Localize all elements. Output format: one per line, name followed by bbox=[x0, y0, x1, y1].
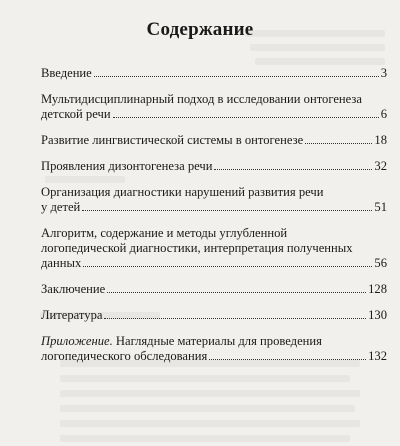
toc-entry-title-cont: логопедического обследования bbox=[41, 349, 208, 363]
dot-leader bbox=[113, 117, 379, 118]
toc-entry-diagnostics-organization[interactable] bbox=[41, 185, 387, 215]
toc-entry-conclusion[interactable] bbox=[41, 282, 387, 297]
toc-entry-title-cont: у детей bbox=[41, 200, 81, 214]
toc-entry-title: Проявления дизонтогенеза речи bbox=[41, 159, 213, 173]
dot-leader bbox=[209, 359, 366, 360]
dot-leader bbox=[214, 169, 372, 170]
appendix-title-text: Наглядные материалы для проведения bbox=[112, 334, 322, 348]
toc-entry-page: 51 bbox=[374, 200, 387, 214]
table-of-contents bbox=[41, 66, 387, 375]
toc-entry-page: 128 bbox=[368, 282, 387, 296]
toc-entry-title: Мультидисциплинарный подход в исследовании онтогенеза bbox=[41, 92, 362, 106]
toc-entry-title: Алгоритм, содержание и методы углубленной bbox=[41, 226, 288, 240]
appendix-prefix: Приложение. bbox=[41, 334, 113, 348]
toc-entry-appendix[interactable] bbox=[41, 334, 387, 364]
dot-leader bbox=[104, 318, 366, 319]
toc-entry-page: 56 bbox=[374, 256, 387, 270]
toc-entry-page: 132 bbox=[368, 349, 387, 363]
toc-entry-linguistic-system[interactable] bbox=[41, 133, 387, 148]
toc-entry-introduction[interactable] bbox=[41, 66, 387, 81]
dot-leader bbox=[107, 292, 366, 293]
toc-entry-title: Введение bbox=[41, 66, 92, 80]
toc-entry-page: 130 bbox=[368, 308, 387, 322]
toc-entry-algorithm[interactable] bbox=[41, 226, 387, 271]
toc-entry-page: 32 bbox=[374, 159, 387, 173]
toc-entry-title-cont: данных bbox=[41, 256, 82, 270]
dot-leader bbox=[94, 76, 379, 77]
toc-entry-page: 3 bbox=[380, 66, 387, 80]
toc-entry-page: 18 bbox=[374, 133, 387, 147]
toc-entry-title: Заключение bbox=[41, 282, 106, 296]
toc-entry-multidisciplinary[interactable] bbox=[41, 92, 387, 122]
toc-entry-title: Развитие лингвистической системы в онтогенезе bbox=[41, 133, 304, 147]
toc-entry-title: Организация диагностики нарушений развития речи bbox=[41, 185, 324, 199]
toc-entry-title-cont: логопедической диагностики, интерпретация полученных bbox=[41, 241, 353, 255]
toc-entry-title-cont: детской речи bbox=[41, 107, 111, 121]
toc-entry-title bbox=[41, 334, 387, 349]
dot-leader bbox=[82, 210, 372, 211]
toc-entry-literature[interactable] bbox=[41, 308, 387, 323]
dot-leader bbox=[305, 143, 372, 144]
page-title: Содержание bbox=[146, 19, 254, 40]
toc-entry-dysontogenesis[interactable] bbox=[41, 159, 387, 174]
toc-entry-page: 6 bbox=[380, 107, 387, 121]
dot-leader bbox=[83, 266, 372, 267]
toc-entry-title: Литература bbox=[41, 308, 103, 322]
